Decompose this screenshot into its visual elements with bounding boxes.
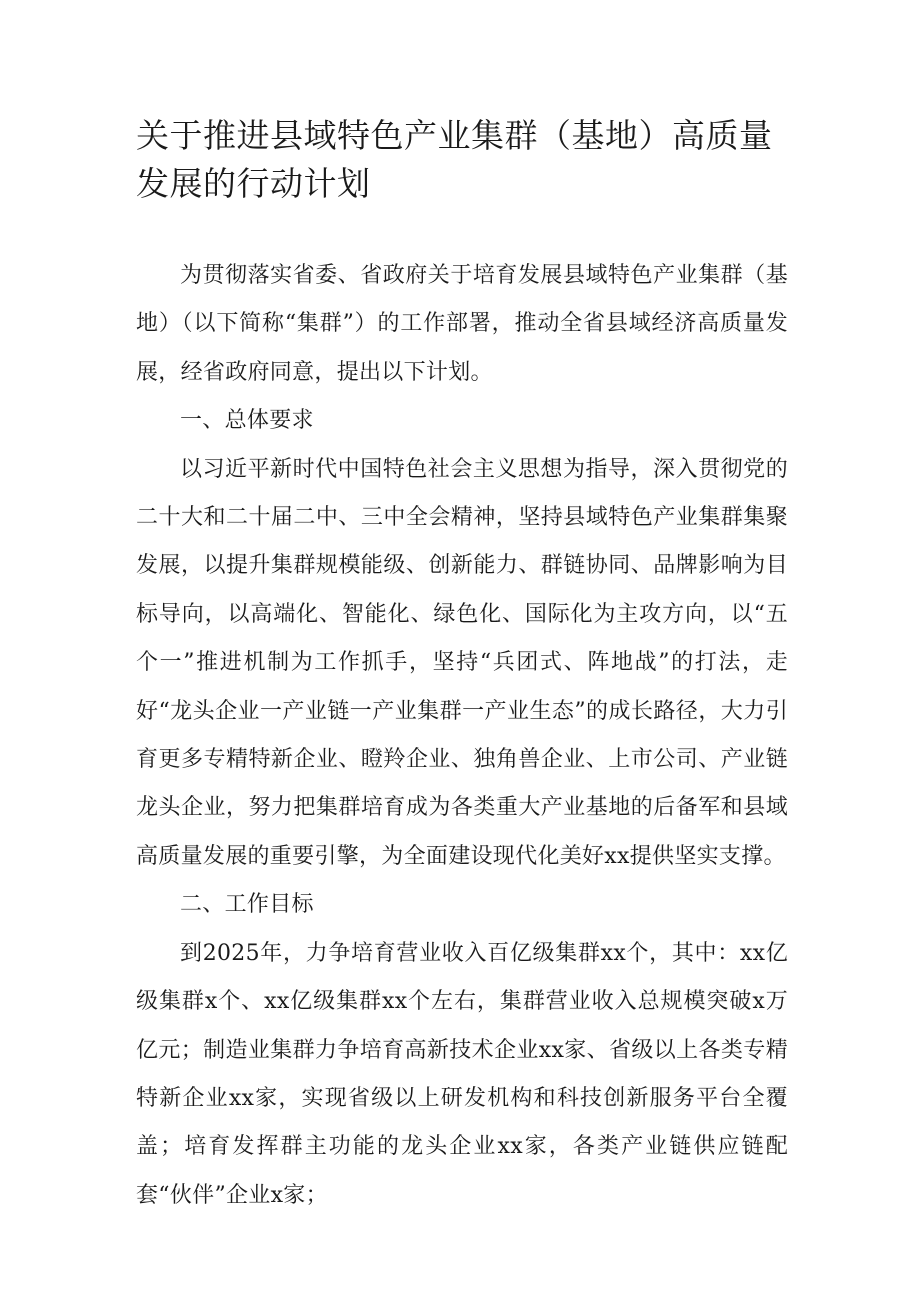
document-body bbox=[136, 252, 788, 1220]
document-title: 关于推进县域特色产业集群（基地）高质量发展的行动计划 bbox=[136, 116, 773, 203]
section-heading-work-goals: 二、工作目标 bbox=[180, 892, 314, 918]
section-heading-overall-requirements: 一、总体要求 bbox=[180, 408, 314, 434]
intro-paragraph: 为贯彻落实省委、省政府关于培育发展县域特色产业集群（基地）（以下简称“集群”）的工作部署，推动全省县域经济高质量发展，经省政府同意，提出以下计划。 bbox=[136, 263, 788, 385]
work-goals-paragraph: 到2025年，力争培育营业收入百亿级集群xx个，其中：xx亿级集群x个、xx亿级集群xx个左右，集群营业收入总规模突破x万亿元；制造业集群力争培育高新技术企业xx家、省级以上各类专精特新企业xx家，实现省级以上研发机构和科技创新服务平台全覆盖；培育发挥群主功能的龙头企业xx家，各类产业链供应链配套“伙伴”企业x家； bbox=[136, 940, 788, 1208]
overall-requirements-paragraph: 以习近平新时代中国特色社会主义思想为指导，深入贯彻党的二十大和二十届二中、三中全会精神，坚持县域特色产业集群集聚发展，以提升集群规模能级、创新能力、群链协同、品牌影响为目标导向，以高端化、智能化、绿色化、国际化为主攻方向，以“五个一”推进机制为工作抓手，坚持“兵团式、阵地战”的打法，走好“龙头企业一产业链一产业集群一产业生态”的成长路径，大力引育更多专精特新企业、瞪羚企业、独角兽企业、上市公司、产业链龙头企业，努力把集群培育成为各类重大产业基地的后备军和县域高质量发展的重要引擎，为全面建设现代化美好xx提供坚实支撑。 bbox=[136, 456, 788, 869]
